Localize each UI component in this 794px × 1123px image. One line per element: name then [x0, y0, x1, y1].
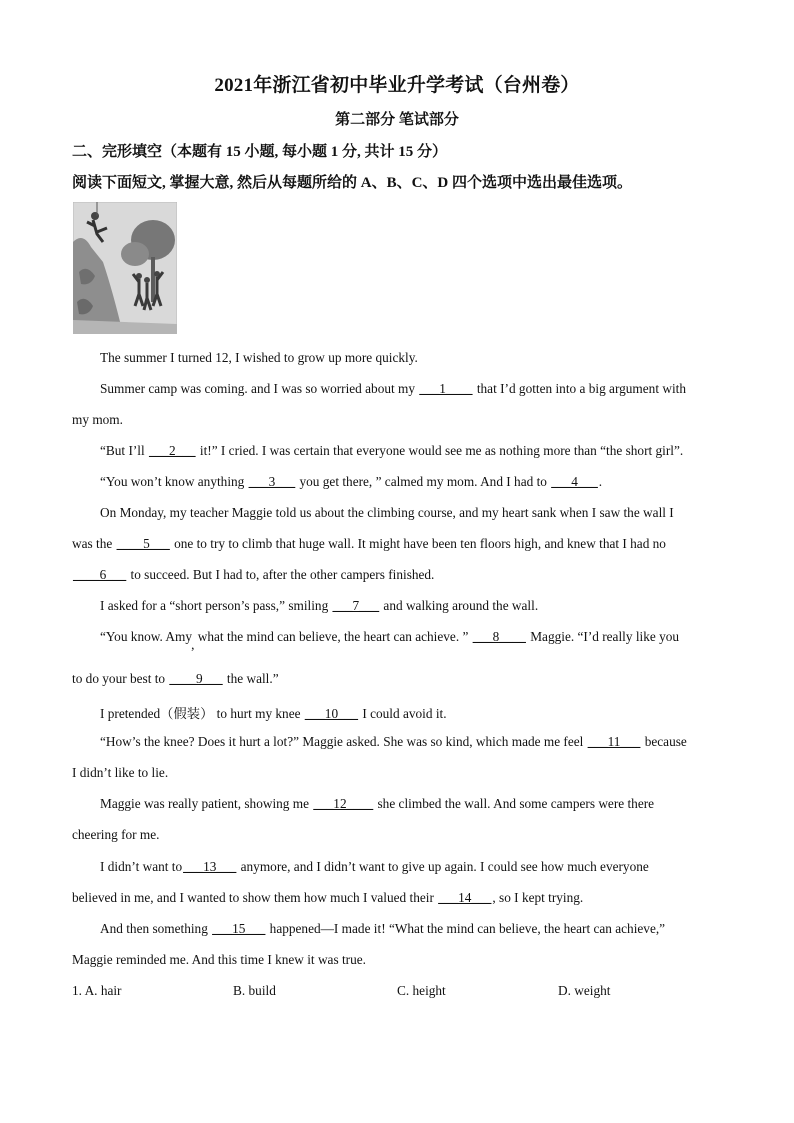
blank-2: ___2___	[149, 443, 196, 458]
blank-7: ___7___	[332, 598, 380, 613]
question-1-option-d: D. weight	[558, 983, 611, 998]
passage-line: “You won’t know anything ___3___ you get there, ” calmed my mom. And I had to ___4___.	[100, 474, 603, 489]
blank-6: ____6___	[73, 567, 127, 582]
blank-13: ___13___	[183, 859, 237, 874]
passage-line: I didn’t want to___13___ anymore, and I didn’t want to give up again. I could see how much everyone	[100, 859, 649, 874]
passage-line: Summer camp was coming. and I was so worried about my ___1____ that I’d gotten into a big argument with	[100, 381, 686, 396]
passage-line: ____6___ to succeed. But I had to, after the other campers finished.	[73, 567, 435, 582]
passage-line: I pretended（假装） to hurt my knee ___10___ I could avoid it.	[100, 706, 447, 721]
passage-line: was the ____5___ one to try to climb that huge wall. It might have been ten floors high, and knew that I had no	[72, 536, 666, 551]
question-1-option-b: B. build	[233, 983, 276, 998]
passage-line: The summer I turned 12, I wished to grow up more quickly.	[100, 350, 418, 365]
blank-15: ___15___	[212, 921, 266, 936]
blank-8: ___8____	[472, 629, 526, 644]
blank-4: ___4___	[551, 474, 598, 489]
question-1-option-c: C. height	[397, 983, 446, 998]
passage-line: “But I’ll ___2___ it!” I cried. I was certain that everyone would see me as nothing more than “the short girl”.	[100, 443, 684, 458]
passage-line: to do your best to ____9___ the wall.”	[72, 671, 279, 686]
passage-line: I didn’t like to lie.	[72, 765, 169, 780]
part-subtitle: 第二部分 笔试部分	[335, 112, 459, 128]
passage-line: cheering for me.	[72, 827, 160, 842]
blank-12: ___12____	[313, 796, 374, 811]
passage-line: “How’s the knee? Does it hurt a lot?” Maggie asked. She was so kind, which made me feel ___11___ because	[100, 734, 687, 749]
blank-1: ___1____	[419, 381, 473, 396]
blank-3: ___3___	[248, 474, 296, 489]
section-heading: 二、完形填空（本题有 15 小题, 每小题 1 分, 共计 15 分）	[72, 144, 448, 160]
passage-line: Maggie was really patient, showing me ___12____ she climbed the wall. And some campers were there	[100, 796, 655, 811]
climbing-illustration	[73, 202, 177, 334]
passage-line: Maggie reminded me. And this time I knew it was true.	[72, 952, 366, 967]
passage-line: believed in me, and I wanted to show them how much I valued their ___14___, so I kept trying.	[72, 890, 584, 905]
passage-line: And then something ___15___ happened—I made it! “What the mind can believe, the heart can achieve,”	[100, 921, 666, 936]
blank-10: ___10___	[304, 706, 359, 721]
question-1-option-a: 1. A. hair	[72, 983, 122, 998]
blank-9: ____9___	[169, 671, 223, 686]
page-title: 2021年浙江省初中毕业升学考试（台州卷）	[214, 75, 580, 96]
blank-5: ____5___	[116, 536, 170, 551]
passage-line: I asked for a “short person’s pass,” smiling ___7___ and walking around the wall.	[100, 598, 539, 613]
passage-line: “You know. Amy, what the mind can believe, the heart can achieve. ” ___8____ Maggie. “I’d really like you	[100, 629, 680, 652]
blank-14: ___14___	[438, 890, 492, 905]
blank-11: ___11___	[587, 734, 641, 749]
passage-line: On Monday, my teacher Maggie told us about the climbing course, and my heart sank when I saw the wall I	[100, 505, 674, 520]
passage-line: my mom.	[72, 412, 123, 427]
instruction-text: 阅读下面短文, 掌握大意, 然后从每题所给的 A、B、C、D 四个选项中选出最佳选项。	[72, 175, 633, 191]
